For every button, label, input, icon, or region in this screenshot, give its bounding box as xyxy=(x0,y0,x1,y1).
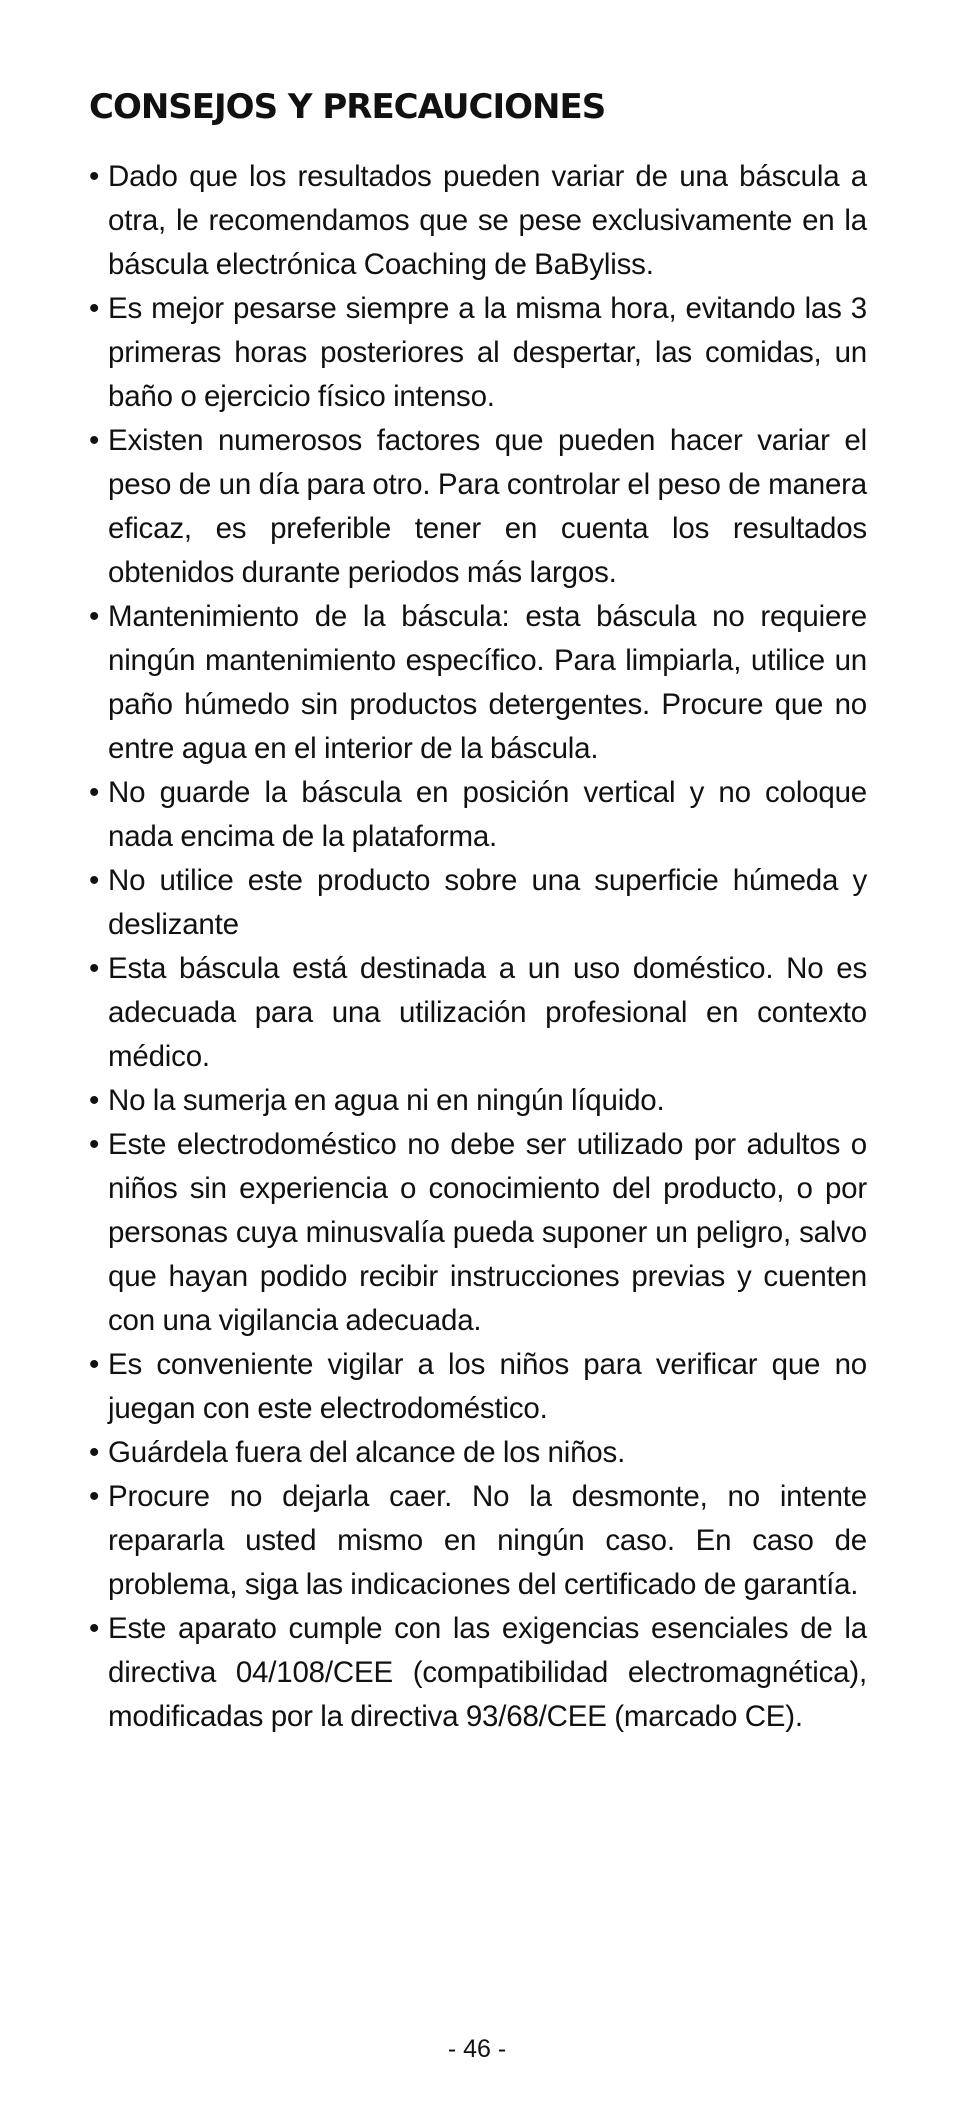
list-item-text: Este aparato cumple con las exigencias esenciales de la directiva 04/108/CEE (compatibilidad electromagnética), modificadas por la directiva 93/68/CEE (marcado CE). xyxy=(108,1612,867,1733)
list-item xyxy=(89,859,867,947)
list-item xyxy=(89,1475,867,1607)
bullet: • xyxy=(89,160,100,193)
bullet: • xyxy=(89,1612,100,1645)
list-item-text: Es conveniente vigilar a los niños para verificar que no juegan con este electrodoméstico. xyxy=(108,1348,867,1425)
list-item-text: Existen numerosos factores que pueden hacer variar el peso de un día para otro. Para controlar el peso de manera eficaz, es preferible tener en cuenta los resultados obtenidos durante periodos más largos. xyxy=(108,424,867,589)
list-item xyxy=(89,155,867,287)
list-item xyxy=(89,947,867,1079)
list-item xyxy=(89,1431,867,1475)
list-item-text: No guarde la báscula en posición vertical y no coloque nada encima de la plataforma. xyxy=(108,776,867,853)
list-item xyxy=(89,595,867,771)
bullet: • xyxy=(89,1480,100,1513)
list-item-text: Este electrodoméstico no debe ser utilizado por adultos o niños sin experiencia o conocimiento del producto, o por personas cuya minusvalía pueda suponer un peligro, salvo que hayan podido recibir instrucciones previas y cuenten con una vigilancia adecuada. xyxy=(108,1128,867,1337)
list-item xyxy=(89,1079,867,1123)
list-item-text: Dado que los resultados pueden variar de una báscula a otra, le recomendamos que se pese exclusivamente en la báscula electrónica Coaching de BaByliss. xyxy=(108,160,867,281)
bullet: • xyxy=(89,952,100,985)
page-title: CONSEJOS Y PRECAUCIONES xyxy=(89,87,606,127)
list-item xyxy=(89,771,867,859)
bullet: • xyxy=(89,1084,100,1117)
list-item-text: Procure no dejarla caer. No la desmonte, no intente repararla usted mismo en ningún caso. En caso de problema, siga las indicaciones del certificado de garantía. xyxy=(108,1480,867,1601)
precautions-list xyxy=(89,155,867,1739)
bullet: • xyxy=(89,424,100,457)
bullet: • xyxy=(89,1348,100,1381)
list-item xyxy=(89,287,867,419)
list-item-text: Mantenimiento de la báscula: esta báscula no requiere ningún mantenimiento específico. Para limpiarla, utilice un paño húmedo sin productos detergentes. Procure que no entre agua en el interior de la báscula. xyxy=(108,600,867,765)
page-number: - 46 - xyxy=(447,2035,507,2063)
list-item xyxy=(89,419,867,595)
list-item xyxy=(89,1607,867,1739)
list-item-text: No la sumerja en agua ni en ningún líquido. xyxy=(108,1084,665,1117)
list-item-text: No utilice este producto sobre una superficie húmeda y deslizante xyxy=(108,864,867,941)
bullet: • xyxy=(89,864,100,897)
bullet: • xyxy=(89,1128,100,1161)
bullet: • xyxy=(89,600,100,633)
list-item-text: Esta báscula está destinada a un uso doméstico. No es adecuada para una utilización profesional en contexto médico. xyxy=(108,952,867,1073)
list-item xyxy=(89,1343,867,1431)
bullet: • xyxy=(89,776,100,809)
list-item xyxy=(89,1123,867,1343)
list-item-text: Es mejor pesarse siempre a la misma hora, evitando las 3 primeras horas posteriores al despertar, las comidas, un baño o ejercicio físico intenso. xyxy=(108,292,867,413)
bullet: • xyxy=(89,292,100,325)
list-item-text: Guárdela fuera del alcance de los niños. xyxy=(108,1436,626,1469)
bullet: • xyxy=(89,1436,100,1469)
